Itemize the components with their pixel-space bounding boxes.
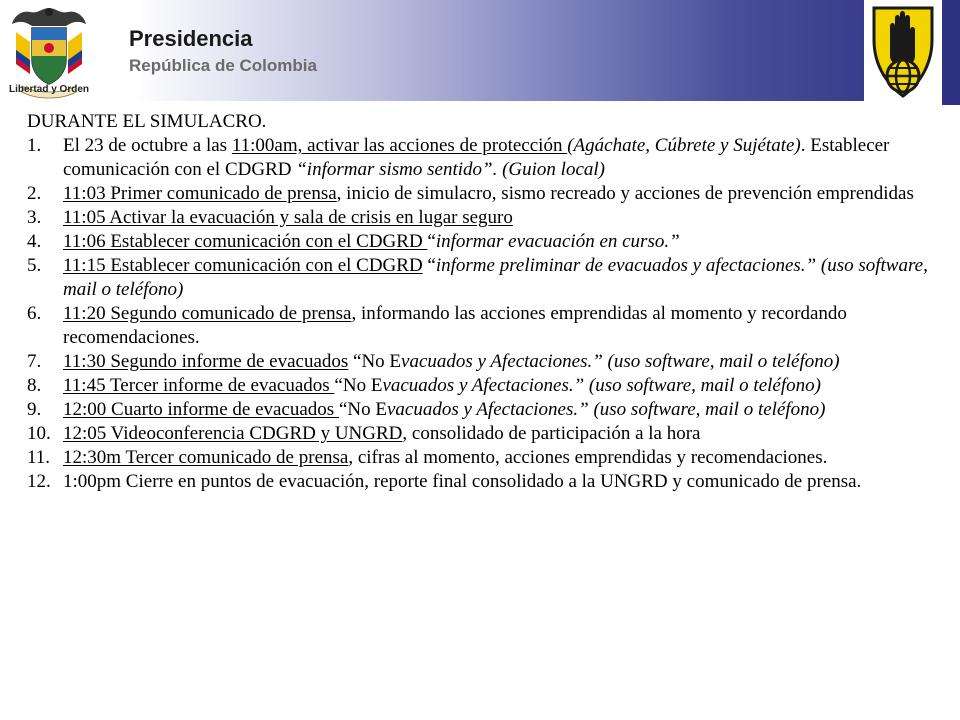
item-underlined-text: 11:06 Establecer comunicación con el CDGRD	[63, 231, 428, 252]
header-divider	[0, 101, 942, 107]
list-item	[27, 134, 947, 182]
item-italic-text: “informar sismo sentido”. (Guion local)	[296, 159, 606, 180]
item-text: “	[427, 231, 436, 252]
item-number: 4.	[27, 231, 42, 252]
motto-text: Libertad y Orden	[8, 84, 89, 95]
header-band	[0, 0, 960, 105]
item-number: 1.	[27, 135, 42, 156]
item-number: 8.	[27, 375, 42, 396]
item-number: 10.	[27, 423, 51, 444]
list-item	[27, 230, 947, 254]
item-text: “No E	[338, 399, 387, 420]
list-item	[27, 182, 947, 206]
item-italic-text: vacuados y Afectaciones.” (uso software, mail o teléfono)	[382, 375, 821, 396]
item-number: 7.	[27, 351, 42, 372]
item-text: , inicio de simulacro, sismo recreado y acciones de prevención emprendidas	[336, 183, 914, 204]
steps-list	[27, 134, 947, 494]
item-text: , informando las acciones emprendidas al momento y recordando recomendaciones.	[63, 303, 847, 348]
item-text: “No E	[348, 351, 402, 372]
section-heading: DURANTE EL SIMULACRO.	[27, 111, 267, 132]
item-underlined-text: 11:00am, activar las acciones de protección	[231, 135, 568, 156]
list-item	[27, 446, 947, 470]
item-underlined-text: 11:30 Segundo informe de evacuados	[63, 351, 349, 372]
item-italic-text: (Agáchate, Cúbrete y Sujétate)	[567, 135, 801, 156]
item-underlined-text: 12:00 Cuarto informe de evacuados	[63, 399, 339, 420]
list-item	[27, 470, 947, 494]
item-underlined-text: 11:15 Establecer comunicación con el CDGRD	[63, 255, 423, 276]
item-number: 12.	[27, 471, 51, 492]
item-number: 3.	[27, 207, 42, 228]
item-text: “	[422, 255, 436, 276]
item-underlined-text: 12:05 Videoconferencia CDGRD y UNGRD	[63, 423, 403, 444]
item-italic-text: informar evacuación en curso.”	[435, 231, 680, 252]
list-item	[27, 374, 947, 398]
item-number: 2.	[27, 183, 42, 204]
list-item	[27, 422, 947, 446]
item-text: “No E	[334, 375, 383, 396]
item-underlined-text: 11:20 Segundo comunicado de prensa	[63, 303, 352, 324]
list-item	[27, 206, 947, 230]
page-subtitle: República de Colombia	[129, 56, 317, 75]
page-title: Presidencia	[129, 26, 253, 51]
item-italic-text: vacuados y Afectaciones.” (uso software, mail o teléfono)	[386, 399, 826, 420]
emblem-container	[864, 0, 942, 103]
item-number: 11.	[27, 447, 51, 468]
hand-emblem-icon	[864, 0, 942, 103]
item-italic-text: vacuados y Afectaciones.” (uso software, mail o teléfono)	[401, 351, 840, 372]
item-italic-text: informe preliminar de evacuados y afectaciones.” (uso software, mail o teléfono)	[63, 255, 928, 300]
list-item	[27, 254, 947, 302]
list-item	[27, 302, 947, 350]
item-underlined-text: 11:45 Tercer informe de evacuados	[63, 375, 335, 396]
item-underlined-text: 12:30m Tercer comunicado de prensa	[63, 447, 349, 468]
simulation-steps-panel	[27, 110, 947, 494]
item-text: , consolidado de participación a la hora	[402, 423, 701, 444]
item-underlined-text: 11:05 Activar la evacuación y sala de crisis en lugar seguro	[63, 207, 513, 228]
item-number: 6.	[27, 303, 42, 324]
item-number: 5.	[27, 255, 42, 276]
item-number: 9.	[27, 399, 42, 420]
item-text: , cifras al momento, acciones emprendidas y recomendaciones.	[348, 447, 828, 468]
list-item	[27, 350, 947, 374]
item-text: . Establecer comunicación con el CDGRD	[63, 135, 890, 180]
item-text: 1:00pm Cierre en puntos de evacuación, reporte final consolidado a la UNGRD y comunicado de prensa.	[63, 471, 862, 492]
item-text: El 23 de octubre a las	[63, 135, 232, 156]
item-underlined-text: 11:03 Primer comunicado de prensa	[63, 183, 337, 204]
list-item	[27, 398, 947, 422]
